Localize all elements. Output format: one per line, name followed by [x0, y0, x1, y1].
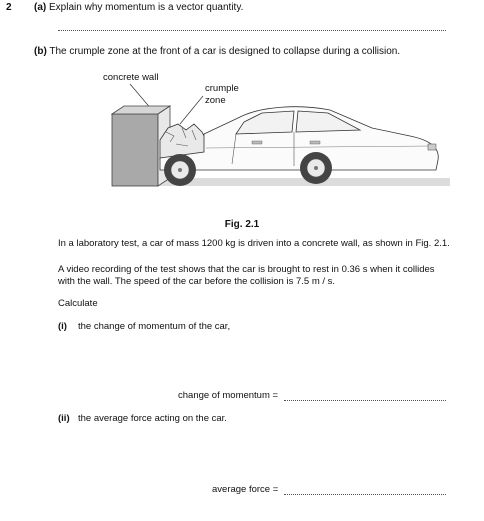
car	[160, 107, 438, 170]
force-answer-label: average force =	[212, 484, 279, 495]
momentum-answer-line[interactable]	[284, 400, 446, 401]
sub-i-label: (i)	[58, 321, 67, 332]
paragraph-1: In a laboratory test, a car of mass 1200 kg is driven into a concrete wall, as shown in Fig. 2.1.	[58, 238, 450, 249]
crumple-label-2: zone	[205, 95, 226, 106]
front-wheel	[164, 154, 196, 186]
question-number: 2	[6, 2, 12, 13]
momentum-answer-label: change of momentum =	[178, 390, 279, 401]
crumple-label-1: crumple	[205, 83, 239, 94]
part-b-label: (b)	[34, 46, 47, 57]
sub-ii-text: the average force acting on the car.	[78, 413, 227, 424]
calculate-label: Calculate	[58, 298, 98, 309]
part-b-question: The crumple zone at the front of a car is designed to collapse during a collision.	[49, 46, 401, 57]
crumple-leader-line	[180, 96, 203, 124]
sub-ii-label: (ii)	[58, 413, 70, 424]
answer-line-a[interactable]	[58, 30, 446, 31]
sub-i-text: the change of momentum of the car,	[78, 321, 231, 332]
part-b-text	[34, 46, 400, 57]
concrete-wall-label: concrete wall	[103, 72, 159, 83]
rear-wheel	[300, 152, 332, 184]
part-a-question: Explain why momentum is a vector quantity.	[49, 2, 244, 13]
paragraph-2-line-1: A video recording of the test shows that the car is brought to rest in 0.36 s when it collides	[58, 264, 435, 275]
paragraph-2-line-2: with the wall. The speed of the car before the collision is 7.5 m / s.	[58, 276, 336, 287]
figure-caption: Fig. 2.1	[224, 219, 260, 230]
part-a-text	[34, 2, 243, 13]
force-answer-line[interactable]	[284, 494, 446, 495]
crash-figure	[0, 62, 484, 217]
part-a-label: (a)	[34, 2, 47, 13]
